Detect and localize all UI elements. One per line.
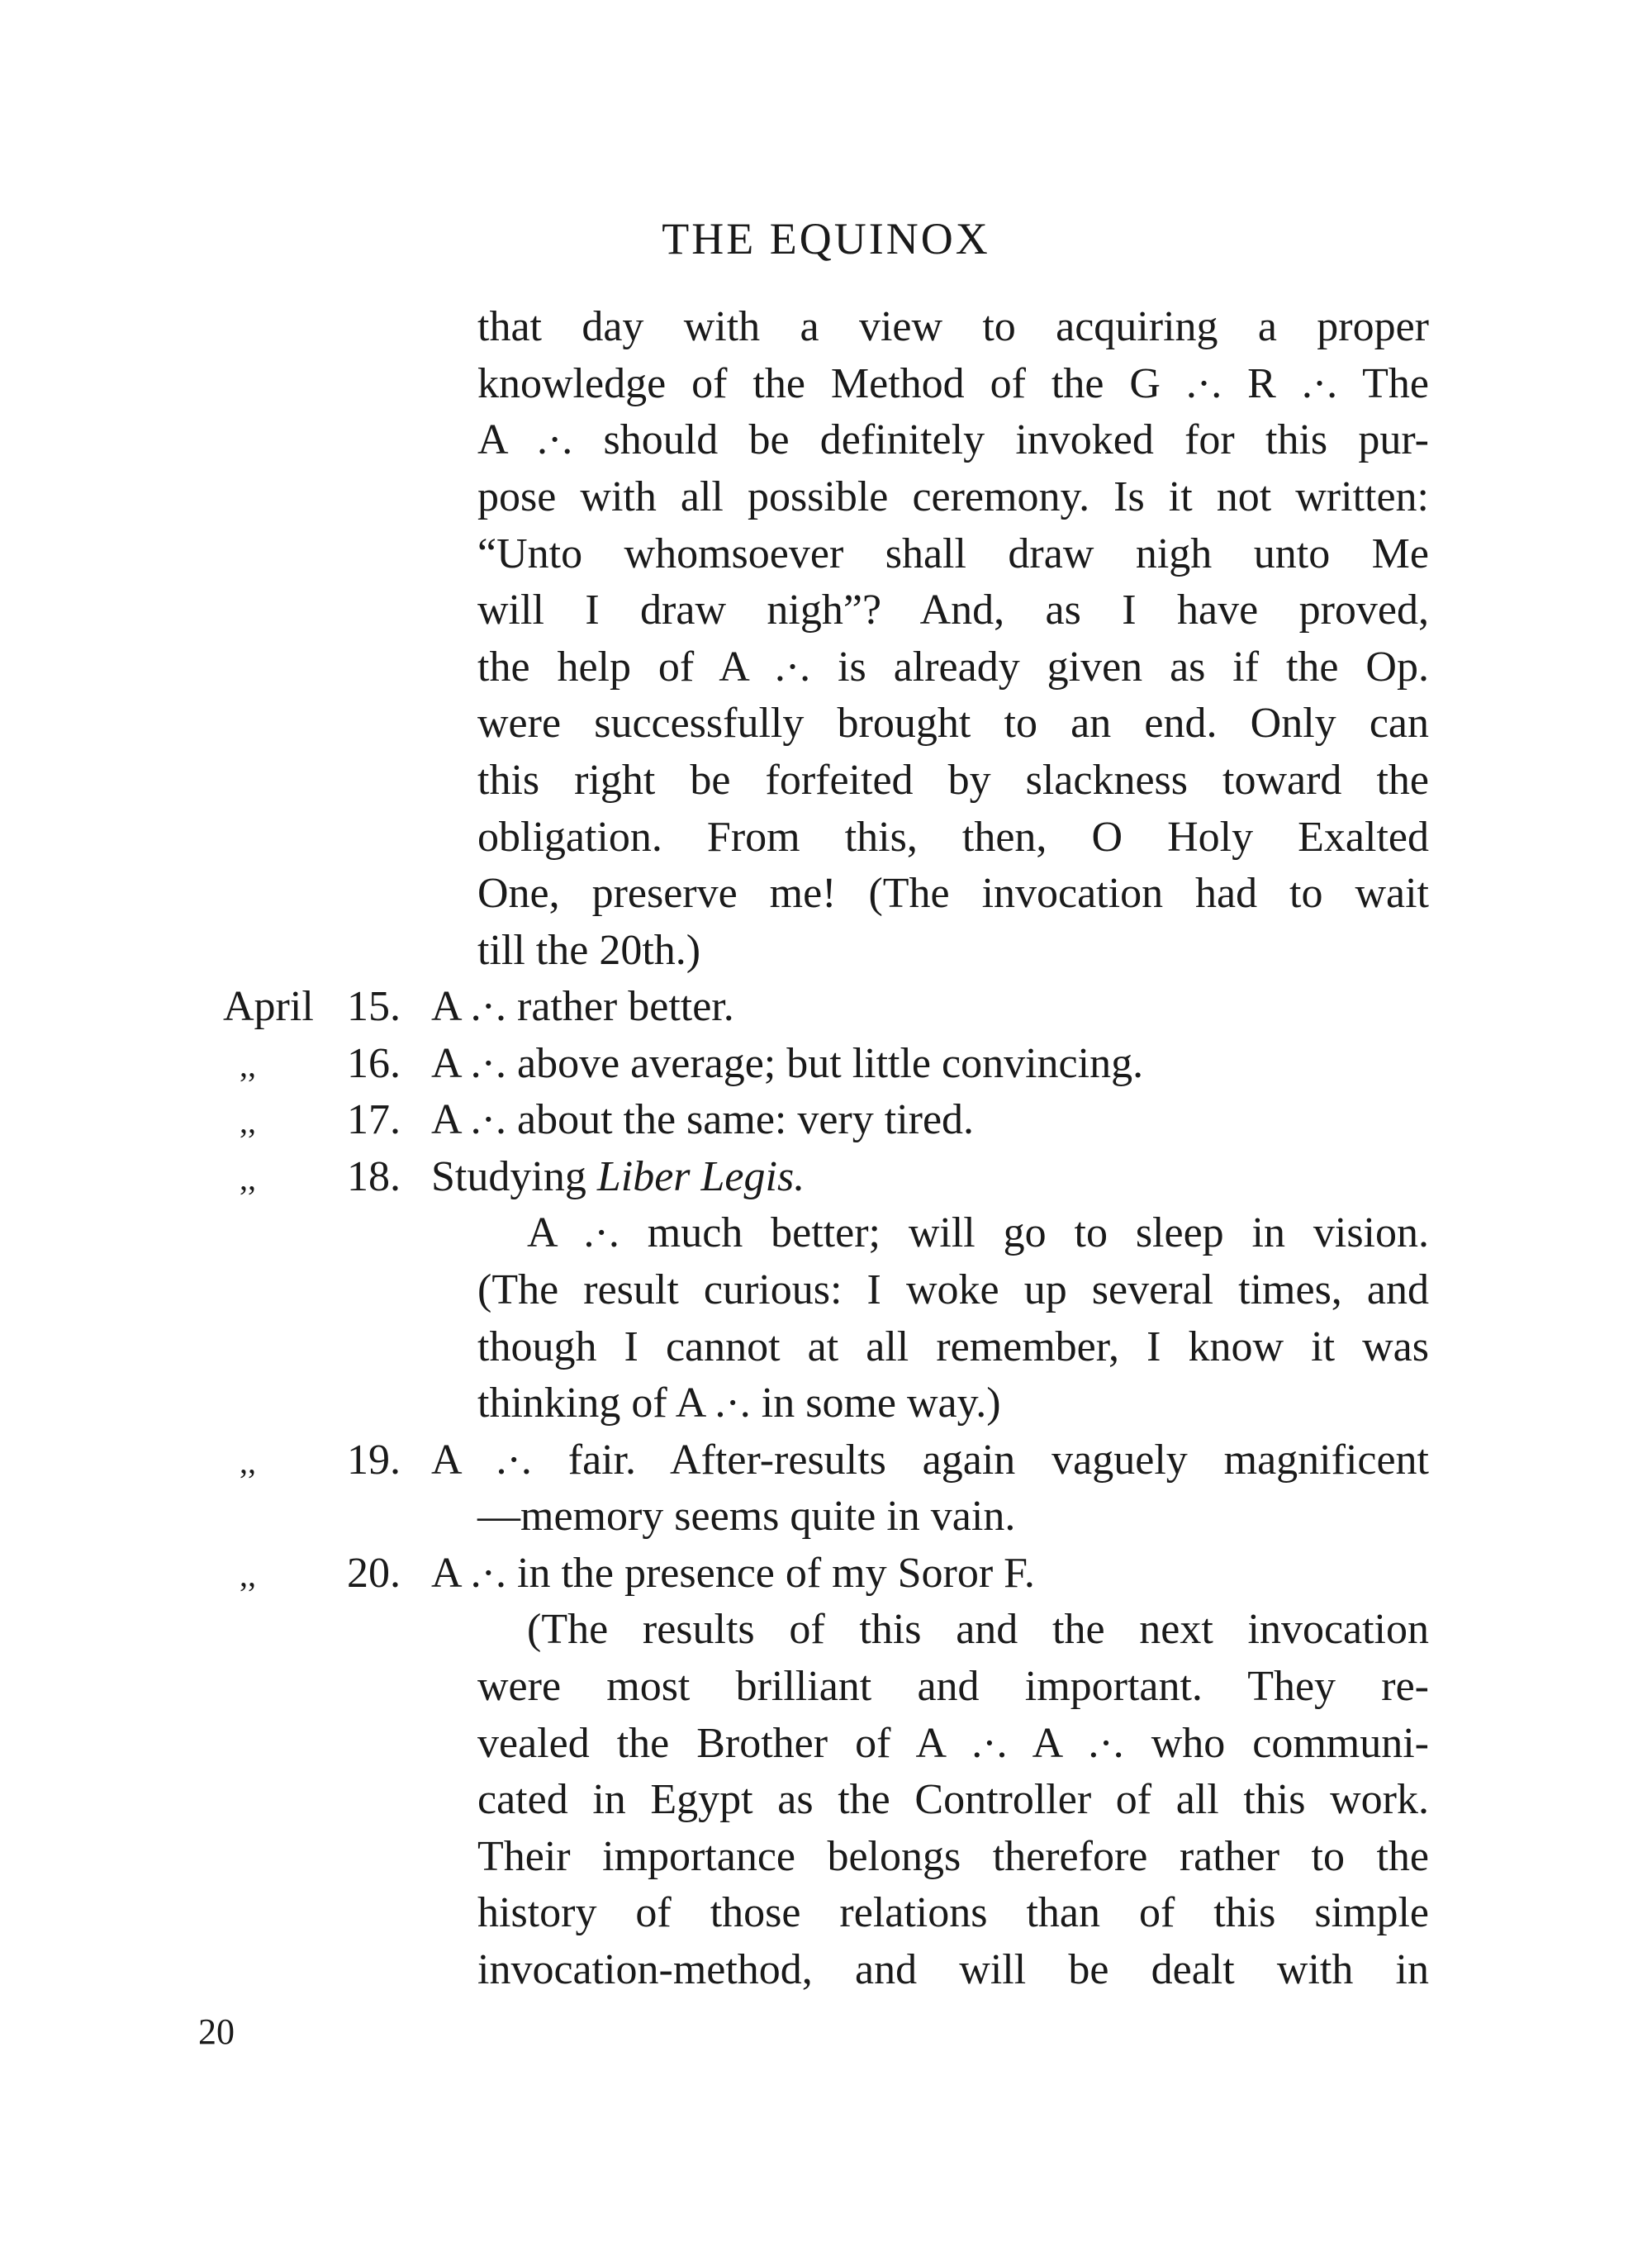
paragraph-line: knowledge of the Method of the G .·. R .·. The <box>477 360 1429 407</box>
book-title-italic: Liber Legis. <box>596 1153 805 1200</box>
entry-continuation-line: thinking of A .·. in some way.) <box>477 1380 1001 1427</box>
diary-entry-text: A .·. above average; but little convincing. <box>431 1040 1144 1087</box>
paragraph-line: that day with a view to acquiring a proper <box>477 303 1429 350</box>
entry-text-prefix: Studying <box>431 1153 586 1200</box>
diary-month: April <box>223 983 314 1030</box>
entry-continuation-line: (The results of this and the next invocation <box>527 1606 1429 1653</box>
entry-continuation-line: history of those relations than of this simple <box>477 1889 1429 1936</box>
entry-continuation-line: vealed the Brother of A .·. A .·. who communi- <box>477 1720 1429 1767</box>
page-number: 20 <box>198 2011 235 2052</box>
entry-continuation-line: though I cannot at all remember, I know it was <box>477 1323 1429 1370</box>
ditto-mark: ,, <box>240 1047 256 1084</box>
diary-entry-text: A .·. rather better. <box>431 983 734 1030</box>
paragraph-line: pose with all possible ceremony. Is it not written: <box>477 473 1429 520</box>
entry-continuation-line: were most brilliant and important. They re- <box>477 1663 1429 1710</box>
entry-continuation-line: A .·. much better; will go to sleep in vision. <box>527 1209 1429 1256</box>
paragraph-line: obligation. From this, then, O Holy Exalted <box>477 814 1429 861</box>
paragraph-line: this right be forfeited by slackness toward the <box>477 757 1429 804</box>
diary-entry-text: A .·. in the presence of my Soror F. <box>431 1550 1035 1597</box>
entry-continuation-line: cated in Egypt as the Controller of all this work. <box>477 1776 1429 1823</box>
entry-continuation-line: —memory seems quite in vain. <box>477 1493 1016 1540</box>
paragraph-line: till the 20th.) <box>477 927 701 974</box>
paragraph-line: A .·. should be definitely invoked for this pur- <box>477 416 1429 463</box>
diary-day-number: 16. <box>347 1040 401 1087</box>
diary-day-number: 19. <box>347 1437 401 1484</box>
paragraph-line: were successfully brought to an end. Only can <box>477 700 1429 747</box>
paragraph-line: the help of A .·. is already given as if the Op. <box>477 643 1429 691</box>
diary-day-number: 15. <box>347 983 401 1030</box>
paragraph-line: “Unto whomsoever shall draw nigh unto Me <box>477 530 1429 577</box>
ditto-mark: ,, <box>240 1443 256 1480</box>
entry-continuation-line: invocation-method, and will be dealt with in <box>477 1946 1429 1993</box>
entry-continuation-line: (The result curious: I woke up several times, and <box>477 1266 1429 1313</box>
ditto-mark: ,, <box>240 1160 256 1197</box>
diary-day-number: 20. <box>347 1550 401 1597</box>
paragraph-line: One, preserve me! (The invocation had to wait <box>477 870 1429 917</box>
ditto-mark: ,, <box>240 1103 256 1140</box>
diary-day-number: 18. <box>347 1153 401 1200</box>
running-title: THE EQUINOX <box>662 214 990 264</box>
diary-entry-text: A .·. about the same: very tired. <box>431 1096 975 1143</box>
diary-entry-text: A .·. fair. After-results again vaguely magnificent <box>431 1437 1429 1484</box>
paragraph-line: will I draw nigh”? And, as I have proved, <box>477 586 1429 634</box>
entry-continuation-line: Their importance belongs therefore rather to the <box>477 1833 1429 1880</box>
diary-day-number: 17. <box>347 1096 401 1143</box>
diary-entry-text <box>431 1153 805 1200</box>
ditto-mark: ,, <box>240 1556 256 1593</box>
